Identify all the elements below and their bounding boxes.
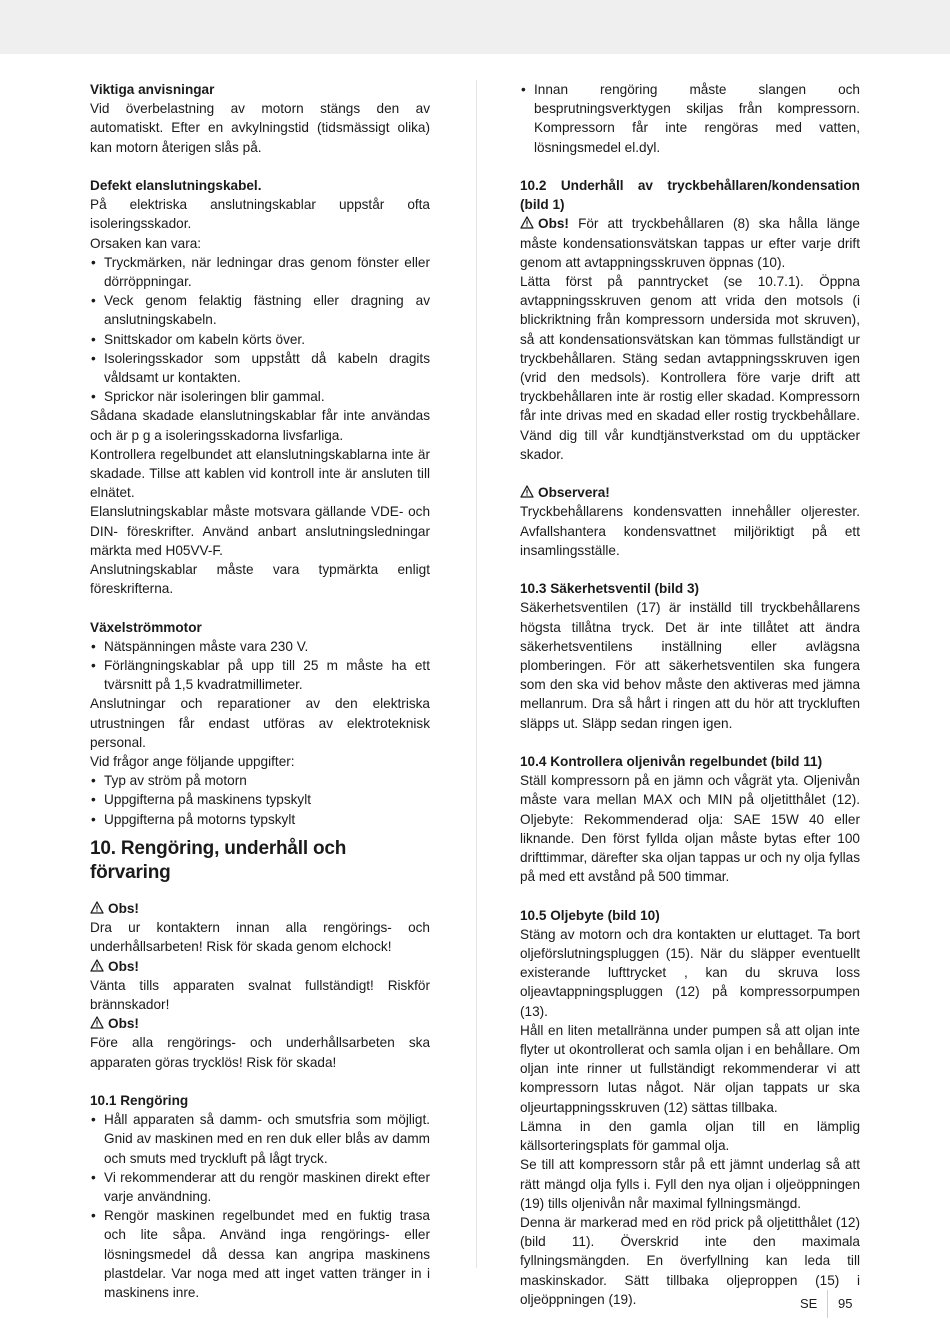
paragraph: Anslutningskablar måste vara typmärkta enligt föreskrifterna. bbox=[90, 562, 430, 597]
paragraph: Dra ur kontaktern innan alla rengörings- och underhållsarbeten! Risk för skada genom elchock! bbox=[90, 920, 430, 955]
heading-defective-cable: Defekt elanslutningskabel. bbox=[90, 178, 262, 193]
warning-heading bbox=[90, 1014, 430, 1033]
cleaning-list bbox=[90, 1110, 430, 1302]
paragraph: Tryckbehållarens kondensvatten innehåller oljerester. Avfallshantera kondensvattnet miljöriktigt på ett insamlingsställe. bbox=[520, 504, 860, 558]
warning-label: Obs! bbox=[108, 1016, 139, 1032]
motor-list bbox=[90, 637, 430, 695]
paragraph: På elektriska anslutningskablar uppstår ofta isoleringsskador. bbox=[90, 197, 430, 232]
heading-ac-motor: Växelströmmotor bbox=[90, 619, 202, 635]
paragraph: Denna är markerad med en röd prick på oljetitthålet (12) (bild 11). Överskrid inte den maximala fyllningsmängden. En överfyllning kan leda till maskinskador. Sätt tillbaka oljeproppen (15) i oljeöppningen (19). bbox=[520, 1214, 860, 1307]
list-item: • Isoleringsskador som uppstått då kabeln dragits våldsamt ur kontakten. bbox=[90, 349, 430, 387]
heading-oil-change: 10.5 Oljebyte (bild 10) bbox=[520, 907, 660, 923]
paragraph: Stäng av motorn och dra kontakten ur eluttaget. Ta bort oljeförslutningspluggen (15). När du släpper eventuellt existerande lufttrycket , kan du skruva loss oljeavtappningspluggen (12) på kompressorpumpen (13). bbox=[520, 926, 860, 1019]
cleaning-list-continued bbox=[520, 80, 860, 157]
paragraph: Lämna in den gamla oljan till en lämplig källsorteringsplats för gammal olja. bbox=[520, 1118, 860, 1154]
warning-triangle-icon bbox=[520, 485, 534, 498]
paragraph: Vänta tills apparaten svalnat fullständigt! Riskför brännskador! bbox=[90, 977, 430, 1012]
warning-heading bbox=[520, 483, 860, 502]
heading-cleaning: 10.1 Rengöring bbox=[90, 1092, 189, 1108]
paragraph: Lätta först på panntrycket (se 10.7.1). Öppna avtappningsskruven genom att vrida den motsols (i blickriktning från kompressorn undersida mot skruven), så att kondensationsvätskan kan tömmas fullständigt ur tryckbehållaren. Stäng sedan avtappningsskruven igen (vrid den medsols). Kontrollera före varje drift att tryckbehållaren inte är rostig eller skadad. Kompressorn får inte drivas med en skadad eller rostig tryckbehållare. Vänd dig till vår kundtjänstverkstad om du upptäcker skador. bbox=[520, 274, 860, 462]
paragraph: Ställ kompressorn på en jämn och vågrät yta. Oljenivån måste vara mellan MAX och MIN på oljetitthålet (12). Oljebyte: Rekommenderad olja: SAE 15W 40 eller liknande. Den först fyllda oljan måste bytas efter 100 drifttimmar, därefter ska oljan tappas ur och ny olja fyllas på med ett avstånd på 500 timmar. bbox=[520, 773, 860, 885]
list-item: • Förlängningskablar på upp till 25 m måste ha ett tvärsnitt på 1,5 kvadratmillimeter. bbox=[90, 656, 430, 694]
list-item: • Veck genom felaktig fästning eller dragning av anslutningskabeln. bbox=[90, 291, 430, 329]
heading-safety-valve: 10.3 Säkerhetsventil (bild 3) bbox=[520, 581, 700, 597]
left-column bbox=[90, 80, 430, 1302]
heading-important-instructions: Viktiga anvisningar bbox=[90, 82, 215, 97]
warning-label: Obs! bbox=[108, 958, 139, 974]
warning-heading bbox=[90, 899, 430, 918]
right-column bbox=[520, 80, 860, 1309]
info-list bbox=[90, 771, 430, 829]
paragraph: Anslutningar och reparationer av den elektriska utrustningen får endast utföras av elektroteknisk personal. bbox=[90, 696, 430, 750]
page-number: 95 bbox=[838, 1296, 853, 1311]
footer-divider bbox=[827, 1290, 828, 1318]
list-item: • Uppgifterna på motorns typskylt bbox=[90, 810, 430, 829]
paragraph: Vid frågor ange följande uppgifter: bbox=[90, 754, 295, 770]
paragraph: Elanslutningskablar måste motsvara gällande VDE- och DIN- föreskrifter. Använd anbart anslutningsledningar märkta med H05VV-F. bbox=[90, 504, 430, 558]
list-item: • Sprickor när isoleringen blir gammal. bbox=[90, 387, 430, 406]
list-item: • Håll apparaten så damm- och smutsfria som möjligt. Gnid av maskinen med en ren duk eller blås av damm och smuts med tryckluft på lågt tryck. bbox=[90, 1110, 430, 1168]
paragraph: Se till att kompressorn står på ett jämnt underlag så att rätt mängd olja fylls i. Fyll den nya oljan i oljeöppningen (19) tills oljenivån når maximal fyllningsmängd. bbox=[520, 1157, 860, 1211]
heading-pressure-vessel: 10.2 Underhåll av tryckbehållaren/kondensation (bild 1) bbox=[520, 178, 860, 213]
warning-triangle-icon bbox=[90, 901, 104, 914]
warning-label: Observera! bbox=[538, 485, 610, 501]
list-item: • Rengör maskinen regelbundet med en fuktig trasa och lite såpa. Använd inga rengörings- eller lösningsmedel då dessa kan angripa maskinens plastdelar. Var noga med att inget vatten tränger in i maskinens inre. bbox=[90, 1206, 430, 1302]
list-item: • Uppgifterna på maskinens typskylt bbox=[90, 790, 430, 809]
warning-heading bbox=[90, 957, 430, 976]
top-margin-bar bbox=[0, 0, 950, 54]
paragraph: Orsaken kan vara: bbox=[90, 235, 202, 251]
language-code: SE bbox=[800, 1296, 818, 1311]
list-item: • Vi rekommenderar att du rengör maskinen direkt efter varje användning. bbox=[90, 1168, 430, 1206]
heading-oil-level: 10.4 Kontrollera oljenivån regelbundet (bild 11) bbox=[520, 754, 823, 770]
paragraph: Säkerhetsventilen (17) är inställd till tryckbehållarens högsta tillåtna tryck. Det är inte tillåtet att ändra säkerhetsventilens inställning eller avlägsna plomberingen. För att säkerhetsventilen ska fungera som den ska vid behov måste den aktiveras med jämna mellanrum. Dra så hårt i ringen att du hör att tryckluften släpps ut. Släpp sedan ringen igen. bbox=[520, 600, 860, 731]
list-item: • Nätspänningen måste vara 230 V. bbox=[90, 637, 430, 656]
paragraph: Sådana skadade elanslutningskablar får inte användas och är p g a isoleringsskadorna livsfarliga. bbox=[90, 408, 430, 443]
paragraph: Vid överbelastning av motorn stängs den av automatiskt. Efter en avkylningstid (tidsmässigt olika) kan motorn återigen slås på. bbox=[90, 101, 430, 155]
warning-text: För att tryckbehållaren (8) ska hålla länge måste kondensationsvätskan tappas ur efter varje drift genom att avtappningsskruven öppnas (10). bbox=[520, 216, 860, 270]
list-item: • Typ av ström på motorn bbox=[90, 771, 430, 790]
chapter-title: 10. Rengöring, underhåll och förvaring bbox=[90, 837, 347, 883]
paragraph: Håll en liten metallränna under pumpen så att oljan inte flyter ut okontrollerat och samla oljan i en behållare. Om oljan inte rinner ut fullständigt rekommenderar vi att kompressorn lutas något. När oljan tappats ur ska oljeurtappningsskruven (12) sättas tillbaka. bbox=[520, 1022, 860, 1115]
paragraph: Kontrollera regelbundet att elanslutningskablarna inte är skadade. Tillse att kablen vid kontroll inte är ansluten till elnätet. bbox=[90, 446, 430, 501]
list-item: • Tryckmärken, när ledningar dras genom fönster eller dörröppningar. bbox=[90, 253, 430, 291]
list-item: • Innan rengöring måste slangen och besprutningsverktygen skiljas från kompressorn. Kompressorn får inte rengöras med vatten, lösningsmedel el.dyl. bbox=[520, 80, 860, 157]
warning-triangle-icon bbox=[90, 1016, 104, 1029]
warning-label: Obs! bbox=[538, 216, 569, 232]
paragraph bbox=[520, 214, 860, 272]
cause-list bbox=[90, 253, 430, 407]
warning-triangle-icon bbox=[90, 959, 104, 972]
paragraph: Före alla rengörings- och underhållsarbeten ska apparaten göras trycklös! Risk för skada! bbox=[90, 1035, 430, 1070]
column-divider bbox=[476, 80, 477, 1268]
warning-label: Obs! bbox=[108, 900, 139, 916]
warning-triangle-icon bbox=[520, 216, 534, 229]
list-item: • Snittskador om kabeln körts över. bbox=[90, 330, 430, 349]
